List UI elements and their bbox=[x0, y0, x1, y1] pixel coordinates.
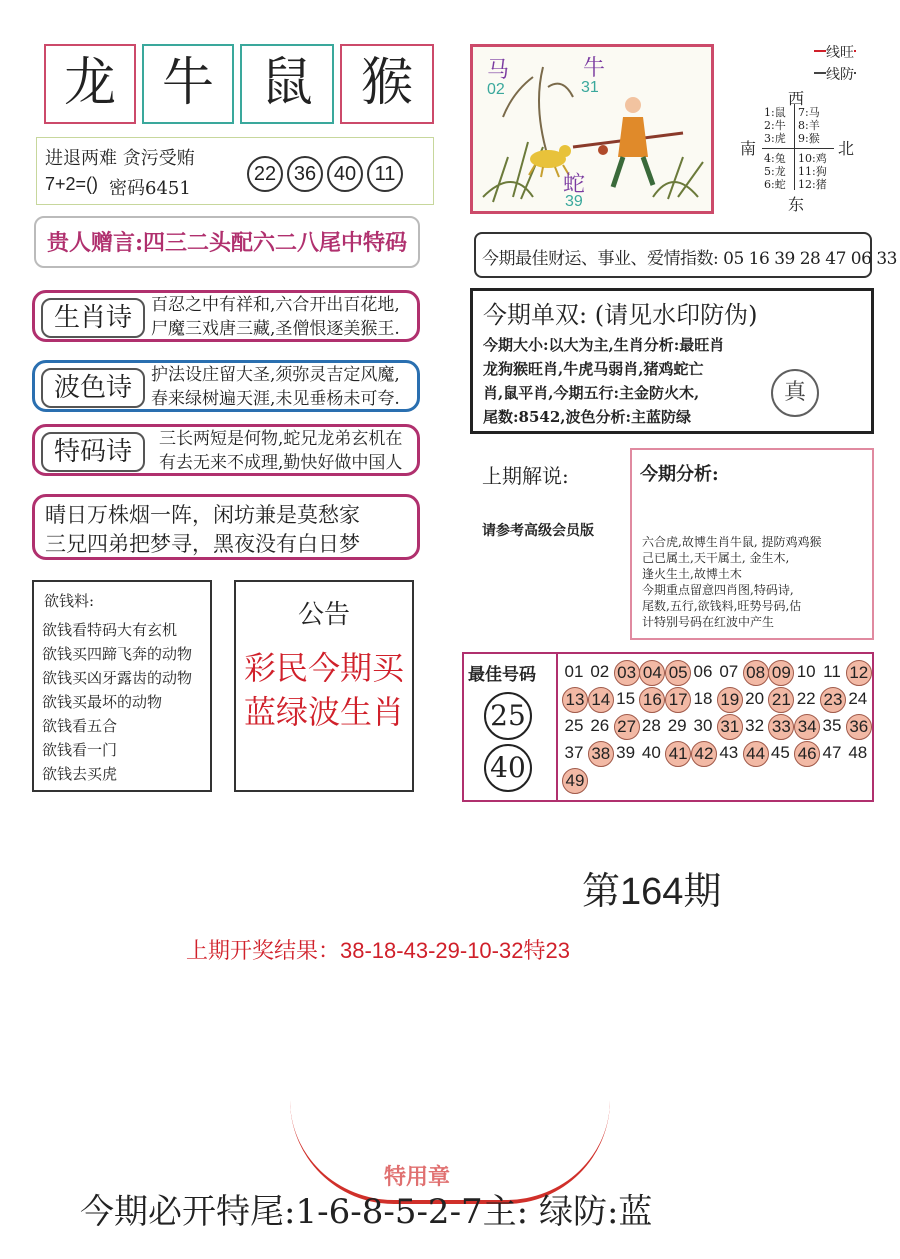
grid-number: 06 bbox=[693, 662, 713, 681]
grid-number: 22 bbox=[796, 689, 816, 708]
zodiac-box-3 bbox=[240, 44, 334, 124]
zodiac-box-2 bbox=[142, 44, 234, 124]
highlighted-number: 09 bbox=[768, 660, 794, 686]
picture-animal-label: 马 bbox=[487, 58, 510, 83]
compass-cell: 10:鸡 bbox=[798, 152, 827, 165]
poem-box-zodiac bbox=[32, 290, 420, 342]
watermark-stamp: 真 bbox=[771, 369, 819, 417]
highlighted-number: 36 bbox=[846, 714, 872, 740]
best-index-box bbox=[474, 232, 897, 278]
analysis-line: 逢火生土,故博土木 bbox=[642, 567, 742, 581]
best-pick: 40 bbox=[484, 744, 532, 792]
poem-line: 三长两短是何物,蛇兄龙弟玄机在 bbox=[159, 429, 403, 449]
last-explain-title: 上期解说: bbox=[482, 464, 569, 488]
poem-label: 波色诗 bbox=[41, 368, 145, 408]
issue-number: 第164期 bbox=[582, 871, 722, 913]
grid-number: 48 bbox=[848, 743, 868, 762]
poem-label: 生肖诗 bbox=[41, 298, 145, 338]
highlighted-number: 44 bbox=[743, 741, 769, 767]
notice-box bbox=[234, 580, 414, 792]
picture-number-label: 02 bbox=[487, 81, 505, 98]
legend-label: 线旺 bbox=[826, 42, 854, 62]
poem-line: 春来绿树遍天涯,未见垂杨未可夸. bbox=[151, 389, 400, 409]
grid-number: 29 bbox=[667, 716, 687, 735]
compass-north: 北 bbox=[838, 139, 855, 158]
verse-line: 晴日万株烟一阵，闲坊兼是莫愁家 bbox=[45, 503, 360, 527]
top-info-formula: 7+2=() bbox=[45, 174, 99, 194]
grid-number: 30 bbox=[693, 716, 713, 735]
compass-west: 西 bbox=[788, 89, 805, 108]
circled-number: 11 bbox=[367, 156, 403, 192]
compass-cell: 2:牛 bbox=[764, 119, 786, 132]
grid-number: 47 bbox=[822, 743, 842, 762]
highlighted-number: 08 bbox=[743, 660, 769, 686]
money-list bbox=[42, 618, 192, 786]
grid-number: 45 bbox=[770, 743, 790, 762]
verse-line: 三兄四弟把梦寻，黑夜没有白日梦 bbox=[45, 532, 360, 556]
zodiac-label: 猴 bbox=[360, 53, 413, 113]
grid-number: 40 bbox=[641, 743, 661, 762]
single-double-line: 龙狗猴旺肖,牛虎马弱肖,猪鸡蛇亡 bbox=[483, 360, 704, 378]
single-double-line: 尾数:8542,波色分析:主蓝防绿 bbox=[483, 408, 692, 426]
poem-line: 尸魔三戏唐三藏,圣僧恨逐美猴王. bbox=[151, 319, 400, 339]
single-double-line: 肖,鼠平肖,今期五行:主金防火木, bbox=[483, 384, 700, 402]
number-grid bbox=[562, 660, 872, 800]
grid-number: 20 bbox=[745, 689, 765, 708]
verse-box bbox=[32, 494, 420, 560]
compass-cell: 5:龙 bbox=[764, 165, 786, 178]
analysis-line: 今期重点留意四肖图,特码诗, bbox=[642, 583, 794, 597]
highlighted-number: 17 bbox=[665, 687, 691, 713]
money-item: 欲钱买四蹄飞奔的动物 bbox=[42, 645, 193, 663]
grid-number: 26 bbox=[590, 716, 610, 735]
compass-cell: 7:马 bbox=[798, 106, 820, 119]
verse-lines bbox=[45, 501, 360, 559]
analysis-lines bbox=[642, 534, 821, 630]
highlighted-number: 04 bbox=[639, 660, 665, 686]
zodiac-label: 牛 bbox=[161, 53, 214, 113]
grid-number: 25 bbox=[564, 716, 584, 735]
highlighted-number: 05 bbox=[665, 660, 691, 686]
money-item: 欲钱看五合 bbox=[42, 717, 118, 735]
poem-lines bbox=[151, 293, 400, 341]
picture-number-label: 31 bbox=[581, 79, 599, 96]
highlighted-number: 12 bbox=[846, 660, 872, 686]
grid-number: 07 bbox=[719, 662, 739, 681]
highlighted-number: 41 bbox=[665, 741, 691, 767]
money-item: 欲钱看特码大有玄机 bbox=[42, 621, 178, 639]
circled-number: 36 bbox=[287, 156, 323, 192]
compass-lower-left bbox=[764, 152, 786, 191]
highlighted-number: 33 bbox=[768, 714, 794, 740]
zodiac-box-1 bbox=[44, 44, 136, 124]
best-numbers-divider bbox=[556, 652, 558, 802]
compass-cell: 4:兔 bbox=[764, 152, 786, 165]
grid-number: 24 bbox=[848, 689, 868, 708]
picture-animal-label: 蛇 bbox=[563, 172, 586, 197]
highlighted-number: 21 bbox=[768, 687, 794, 713]
grid-number: 43 bbox=[719, 743, 739, 762]
analysis-line: 计特别号码在红波中产生 bbox=[642, 615, 775, 629]
single-double-box bbox=[470, 288, 874, 434]
highlighted-number: 46 bbox=[794, 741, 820, 767]
grid-number: 32 bbox=[745, 716, 765, 735]
notice-title: 公告 bbox=[297, 600, 350, 630]
highlighted-number: 27 bbox=[614, 714, 640, 740]
circled-number: 22 bbox=[247, 156, 283, 192]
highlighted-number: 42 bbox=[691, 741, 717, 767]
compass-lower-right bbox=[798, 152, 827, 191]
money-item: 欲钱去买虎 bbox=[42, 765, 118, 783]
single-double-line: 今期大小:以大为主,生肖分析:最旺肖 bbox=[483, 336, 725, 354]
highlighted-number: 19 bbox=[717, 687, 743, 713]
notice-line: 彩民今期买 bbox=[243, 649, 404, 687]
best-index-text: 今期最佳财运、事业、爱情指数: 05 16 39 28 47 06 33 bbox=[482, 249, 897, 269]
money-item: 欲钱买凶牙露齿的动物 bbox=[42, 669, 193, 687]
compass-upper-left bbox=[764, 106, 786, 145]
money-box bbox=[32, 580, 212, 792]
grid-number: 18 bbox=[693, 689, 713, 708]
top-info-circled bbox=[247, 156, 407, 192]
compass-cell: 12:猪 bbox=[798, 178, 827, 191]
highlighted-number: 31 bbox=[717, 714, 743, 740]
poem-line: 护法设庄留大圣,须弥灵吉定风魔, bbox=[151, 365, 400, 385]
grid-number: 02 bbox=[590, 662, 610, 681]
compass-diagram bbox=[730, 44, 880, 214]
grid-number: 39 bbox=[616, 743, 636, 762]
grid-number: 15 bbox=[616, 689, 636, 708]
last-explain-note: 请参考高级会员版 bbox=[482, 523, 594, 539]
poem-line: 有去无来不成理,勤快好做中国人 bbox=[159, 453, 403, 473]
highlighted-number: 49 bbox=[562, 768, 588, 794]
compass-cell: 1:鼠 bbox=[764, 106, 786, 119]
money-item: 欲钱看一门 bbox=[42, 741, 118, 759]
highlighted-number: 14 bbox=[588, 687, 614, 713]
zodiac-picture bbox=[470, 44, 714, 214]
grid-number: 35 bbox=[822, 716, 842, 735]
poem-lines bbox=[151, 363, 400, 411]
top-info-line1: 进退两难 贪污受贿 bbox=[45, 148, 195, 169]
picture-animal-label: 牛 bbox=[583, 56, 606, 81]
compass-south: 南 bbox=[740, 139, 757, 158]
money-title: 欲钱料: bbox=[44, 592, 95, 610]
top-info-box bbox=[36, 137, 434, 205]
compass-h-line bbox=[762, 148, 834, 149]
compass-cell: 3:虎 bbox=[764, 132, 786, 145]
best-pick: 25 bbox=[484, 692, 532, 740]
analysis-title: 今期分析: bbox=[640, 464, 719, 485]
notice-body bbox=[236, 646, 412, 734]
analysis-line: 己已属土,天干属土, 金生木, bbox=[642, 551, 790, 565]
single-double-title: 今期单双: (请见水印防伪) bbox=[483, 301, 758, 329]
top-info-code: 密码6451 bbox=[109, 178, 191, 199]
analysis-line: 六合虎,故博生肖牛鼠, 提防鸡鸡猴 bbox=[642, 535, 822, 549]
seal-text: 特用章 bbox=[384, 1164, 451, 1190]
circled-number: 40 bbox=[327, 156, 363, 192]
compass-cell: 9:猴 bbox=[798, 132, 820, 145]
poem-label: 特码诗 bbox=[41, 432, 145, 472]
last-result: 上期开奖结果：38-18-43-29-10-32特23 bbox=[186, 938, 570, 963]
slogan-text: 贵人赠言:四三二头配六二八尾中特码 bbox=[46, 230, 408, 256]
bottom-prediction: 今期必开特尾:1-6-8-5-2-7主: 绿防:蓝 bbox=[80, 1192, 653, 1232]
analysis-box bbox=[630, 448, 874, 640]
poem-lines bbox=[159, 427, 402, 475]
single-double-lines bbox=[483, 333, 724, 429]
compass-cell: 6:蛇 bbox=[764, 178, 786, 191]
poem-box-color bbox=[32, 360, 420, 412]
legend-label: 线防 bbox=[826, 64, 854, 84]
grid-number: 10 bbox=[796, 662, 816, 681]
highlighted-number: 16 bbox=[639, 687, 665, 713]
slogan-box bbox=[34, 216, 420, 268]
grid-number: 01 bbox=[564, 662, 584, 681]
grid-number: 37 bbox=[564, 743, 584, 762]
compass-cell: 11:狗 bbox=[798, 165, 827, 178]
best-numbers-box bbox=[462, 652, 874, 802]
compass-v-line bbox=[794, 104, 795, 190]
highlighted-number: 38 bbox=[588, 741, 614, 767]
highlighted-number: 34 bbox=[794, 714, 820, 740]
zodiac-box-4 bbox=[340, 44, 434, 124]
grid-number: 28 bbox=[641, 716, 661, 735]
highlighted-number: 13 bbox=[562, 687, 588, 713]
compass-cell: 8:羊 bbox=[798, 119, 820, 132]
picture-number-label: 39 bbox=[565, 193, 583, 210]
highlighted-number: 23 bbox=[820, 687, 846, 713]
money-item: 欲钱买最坏的动物 bbox=[42, 693, 163, 711]
notice-line: 蓝绿波生肖 bbox=[243, 693, 404, 731]
compass-upper-right bbox=[798, 106, 820, 145]
compass-east: 东 bbox=[788, 195, 805, 214]
grid-number: 11 bbox=[823, 662, 841, 681]
zodiac-label: 龙 bbox=[63, 53, 116, 113]
best-numbers-label: 最佳号码 bbox=[468, 665, 536, 685]
zodiac-label: 鼠 bbox=[260, 53, 313, 113]
analysis-line: 尾数,五行,欲钱料,旺势号码,估 bbox=[642, 599, 802, 613]
highlighted-number: 03 bbox=[614, 660, 640, 686]
poem-line: 百忍之中有祥和,六合开出百花地, bbox=[151, 295, 400, 315]
poem-box-special bbox=[32, 424, 420, 476]
